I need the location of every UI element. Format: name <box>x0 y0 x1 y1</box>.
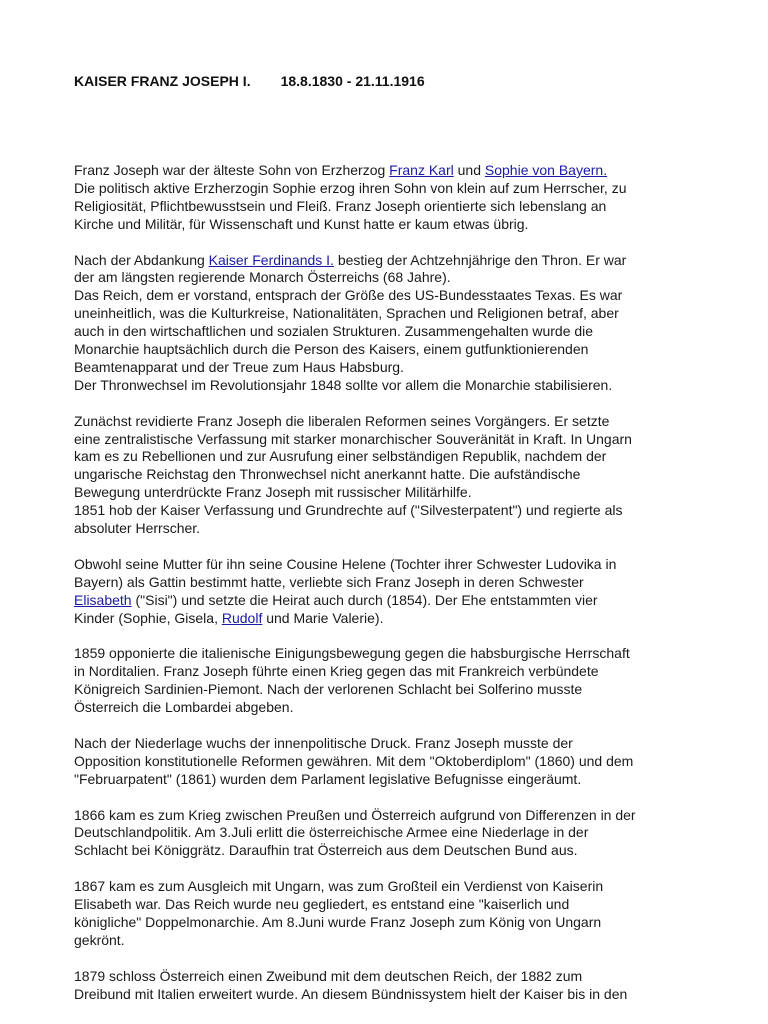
text-line: Zunächst revidierte Franz Joseph die liberalen Reformen seines Vorgängers. Er setzte <box>74 412 610 429</box>
text-line: 1866 kam es zum Krieg zwischen Preußen und Österreich aufgrund von Differenzen in der <box>74 806 636 823</box>
paragraph-9 <box>74 968 710 1004</box>
text-line: absoluter Herrscher. <box>74 520 201 537</box>
text-run: und <box>453 162 485 178</box>
text-line <box>74 252 710 270</box>
document-body <box>74 162 710 1021</box>
text-line: uneinheitlich, was die Kulturkreise, Nationalitäten, Sprachen und Religionen betraf, aber <box>74 305 619 322</box>
paragraph-8 <box>74 878 710 950</box>
text-line: Österreich die Lombardei abgeben. <box>74 699 294 716</box>
paragraph-7 <box>74 807 710 861</box>
text-line: Dreibund mit Italien erweitert wurde. An diesem Bündnissystem hielt der Kaiser bis in den <box>74 985 628 1002</box>
text-line: Schlacht bei Königgrätz. Daraufhin trat Österreich aus dem Deutschen Bund aus. <box>74 842 578 859</box>
text-line <box>74 162 710 180</box>
text-line: Königreich Sardinien-Piemont. Nach der verlorenen Schlacht bei Solferino musste <box>74 681 583 698</box>
title-dates: 18.8.1830 - 21.11.1916 <box>280 73 425 89</box>
text-line: kam es zu Rebellionen und zur Ausrufung einer selbständigen Republik, nachdem der <box>74 448 607 465</box>
text-line: ungarische Reichstag den Thronwechsel nicht anerkannt hatte. Die aufständische <box>74 466 581 483</box>
link-elisabeth[interactable]: Elisabeth <box>74 591 132 608</box>
text-line: Nach der Niederlage wuchs der innenpolitische Druck. Franz Joseph musste der <box>74 734 573 751</box>
text-line: Das Reich, dem er vorstand, entsprach der Größe des US-Bundesstaates Texas. Es war <box>74 287 623 304</box>
paragraph-3 <box>74 413 710 538</box>
text-line: Beamtenapparat und der Treue zum Haus Habsburg. <box>74 358 404 375</box>
text-line: Opposition konstitutionelle Reformen gewähren. Mit dem "Oktoberdiplom" (1860) und dem <box>74 752 634 769</box>
text-line: 1879 schloss Österreich einen Zweibund mit dem deutschen Reich, der 1882 zum <box>74 967 583 984</box>
link-franz-karl[interactable]: Franz Karl <box>389 162 454 178</box>
text-line: 1851 hob der Kaiser Verfassung und Grundrechte auf ("Silvesterpatent") und regierte als <box>74 502 623 519</box>
paragraph-4 <box>74 556 710 628</box>
text-line: Obwohl seine Mutter für ihn seine Cousine Helene (Tochter ihrer Schwester Ludovika in <box>74 555 617 572</box>
text-line: Deutschlandpolitik. Am 3.Juli erlitt die österreichische Armee eine Niederlage in der <box>74 824 589 841</box>
text-run: Franz Joseph war der älteste Sohn von Erzherzog <box>74 162 390 178</box>
text-line: Religiosität, Pflichtbewusstsein und Fleiß. Franz Joseph orientierte sich lebenslang an <box>74 197 607 214</box>
text-line: Bayern) als Gattin bestimmt hatte, verliebte sich Franz Joseph in deren Schwester <box>74 573 584 590</box>
text-line: Monarchie hauptsächlich durch die Person des Kaisers, einem gutfunktionierenden <box>74 341 589 358</box>
document-title <box>74 73 425 89</box>
link-sophie-von-bayern[interactable]: Sophie von Bayern. <box>484 162 608 178</box>
paragraph-1 <box>74 162 710 234</box>
text-run: Kinder (Sophie, Gisela, <box>74 609 222 626</box>
link-rudolf[interactable]: Rudolf <box>221 609 263 626</box>
text-line: in Norditalien. Franz Joseph führte einen Krieg gegen das mit Frankreich verbündete <box>74 663 599 680</box>
text-line: Bewegung unterdrückte Franz Joseph mit russischer Militärhilfe. <box>74 484 472 501</box>
text-line: der am längsten regierende Monarch Österreichs (68 Jahre). <box>74 269 451 286</box>
text-line: auch in den wirtschaftlichen und sozialen Strukturen. Zusammengehalten wurde die <box>74 323 594 340</box>
text-line: Kirche und Militär, für Wissenschaft und Kunst hatte er kaum etwas übrig. <box>74 215 529 232</box>
text-run: und Marie Valerie). <box>262 609 384 626</box>
paragraph-5 <box>74 645 710 717</box>
text-line: Der Thronwechsel im Revolutionsjahr 1848 sollte vor allem die Monarchie stabilisieren. <box>74 376 613 393</box>
text-line <box>74 610 710 628</box>
text-run: ("Sisi") und setzte die Heirat auch durch (1854). Der Ehe entstammten vier <box>131 591 598 608</box>
text-line: eine zentralistische Verfassung mit starker monarchischer Souveränität in Kraft. In Ungarn <box>74 430 632 447</box>
text-line: königliche" Doppelmonarchie. Am 8.Juni wurde Franz Joseph zum König von Ungarn <box>74 913 602 930</box>
title-name: KAISER FRANZ JOSEPH I. <box>74 73 251 89</box>
text-line: 1867 kam es zum Ausgleich mit Ungarn, was zum Großteil ein Verdienst von Kaiserin <box>74 878 604 895</box>
paragraph-2 <box>74 252 710 395</box>
text-line: gekrönt. <box>74 931 125 948</box>
text-run: Nach der Abdankung <box>74 251 209 268</box>
text-line: Elisabeth war. Das Reich wurde neu gegliedert, es entstand eine "kaiserlich und <box>74 896 570 913</box>
paragraph-6 <box>74 735 710 789</box>
text-line <box>74 592 710 610</box>
text-line: "Februarpatent" (1861) wurden dem Parlament legislative Befugnisse eingeräumt. <box>74 770 582 787</box>
text-run: bestieg der Achtzehnjährige den Thron. Er war <box>333 251 627 268</box>
text-line: Die politisch aktive Erzherzogin Sophie erzog ihren Sohn von klein auf zum Herrscher, zu <box>74 179 627 196</box>
text-line: 1859 opponierte die italienische Einigungsbewegung gegen die habsburgische Herrschaft <box>74 645 630 662</box>
link-kaiser-ferdinand[interactable]: Kaiser Ferdinands I. <box>208 251 334 268</box>
